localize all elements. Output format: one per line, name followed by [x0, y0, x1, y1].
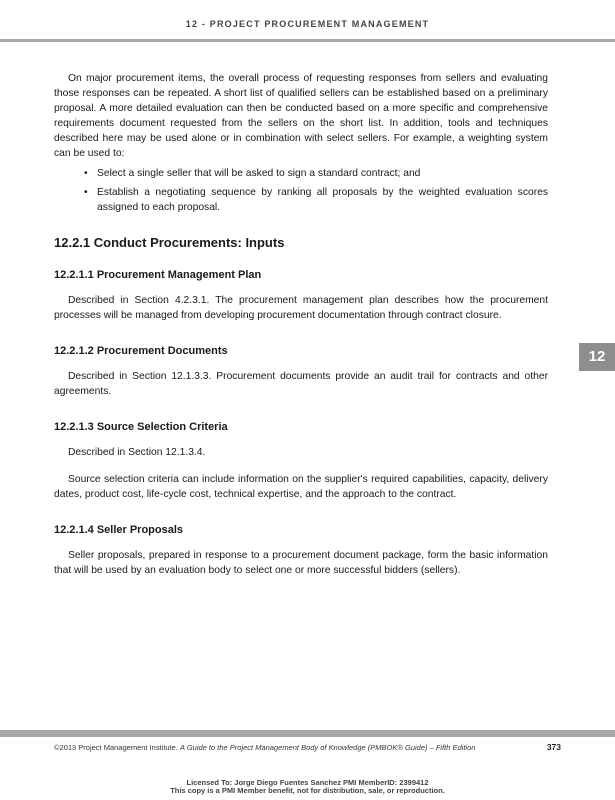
page-number: 373	[546, 742, 561, 752]
header-rule	[0, 39, 615, 42]
subsection-paragraph: Described in Section 4.2.3.1. The procurement management plan describes how the procurement processes will be managed from developing procurement documentation through contract closure.	[54, 295, 548, 321]
subsection-procurement-documents	[54, 344, 548, 399]
subsection-paragraph: Described in Section 12.1.3.4.	[68, 447, 206, 458]
subsection-procurement-management-plan	[54, 268, 548, 323]
subsection-paragraph: Source selection criteria can include information on the supplier's required capabilities, capacity, delivery dates, product cost, life-cycle cost, technical expertise, and the approach to the contract.	[54, 474, 548, 500]
chapter-tab: 12	[579, 343, 615, 371]
list-item	[54, 166, 548, 181]
bullet-list	[54, 166, 548, 215]
subsection-paragraph: Seller proposals, prepared in response to a procurement document package, form the basic information that will be used by an evaluation body to select one or more successful bidders (sellers).	[54, 550, 548, 576]
copyright-text: ©2013 Project Management Institute.	[54, 743, 178, 752]
bullet-icon: •	[84, 168, 88, 179]
license-notice	[0, 779, 615, 795]
subsection-source-selection-criteria	[54, 420, 548, 502]
book-title: A Guide to the Project Management Body of Knowledge (PMBOK® Guide) – Fifth Edition	[180, 743, 476, 752]
intro-paragraph: On major procurement items, the overall process of requesting responses from sellers and evaluating those responses can be repeated. A short list of qualified sellers can be established based on a preliminary proposal. A more detailed evaluation can then be conducted based on a more specific and comprehensive requirements document requested from the sellers on the short list. In addition, tools and techniques described here may be used alone or in combination with select sellers. For example, a weighting system can be used to:	[54, 73, 548, 159]
footer-rule	[0, 730, 615, 737]
running-header: 12 - PROJECT PROCUREMENT MANAGEMENT	[185, 19, 430, 29]
license-line-2: This copy is a PMI Member benefit, not for distribution, sale, or reproduction.	[170, 786, 445, 795]
subsection-seller-proposals	[54, 523, 548, 578]
bullet-text: Establish a negotiating sequence by ranking all proposals by the weighted evaluation scores assigned to each proposal.	[97, 187, 548, 213]
subsection-heading: 12.2.1.2 Procurement Documents	[54, 345, 228, 357]
section-heading: 12.2.1 Conduct Procurements: Inputs	[54, 235, 285, 250]
page-content	[54, 71, 548, 578]
footer-copyright	[54, 743, 475, 752]
subsection-heading: 12.2.1.3 Source Selection Criteria	[54, 421, 228, 433]
bullet-text: Select a single seller that will be asked to sign a standard contract; and	[97, 168, 421, 179]
list-item	[54, 185, 548, 215]
bullet-icon: •	[84, 187, 88, 198]
subsection-paragraph: Described in Section 12.1.3.3. Procurement documents provide an audit trail for contracts and other agreements.	[54, 371, 548, 397]
license-line-1: Licensed To: Jorge Diego Fuentes Sanchez PMI MemberID: 2399412	[186, 778, 429, 787]
subsection-heading: 12.2.1.1 Procurement Management Plan	[54, 269, 262, 281]
subsection-heading: 12.2.1.4 Seller Proposals	[54, 524, 184, 536]
